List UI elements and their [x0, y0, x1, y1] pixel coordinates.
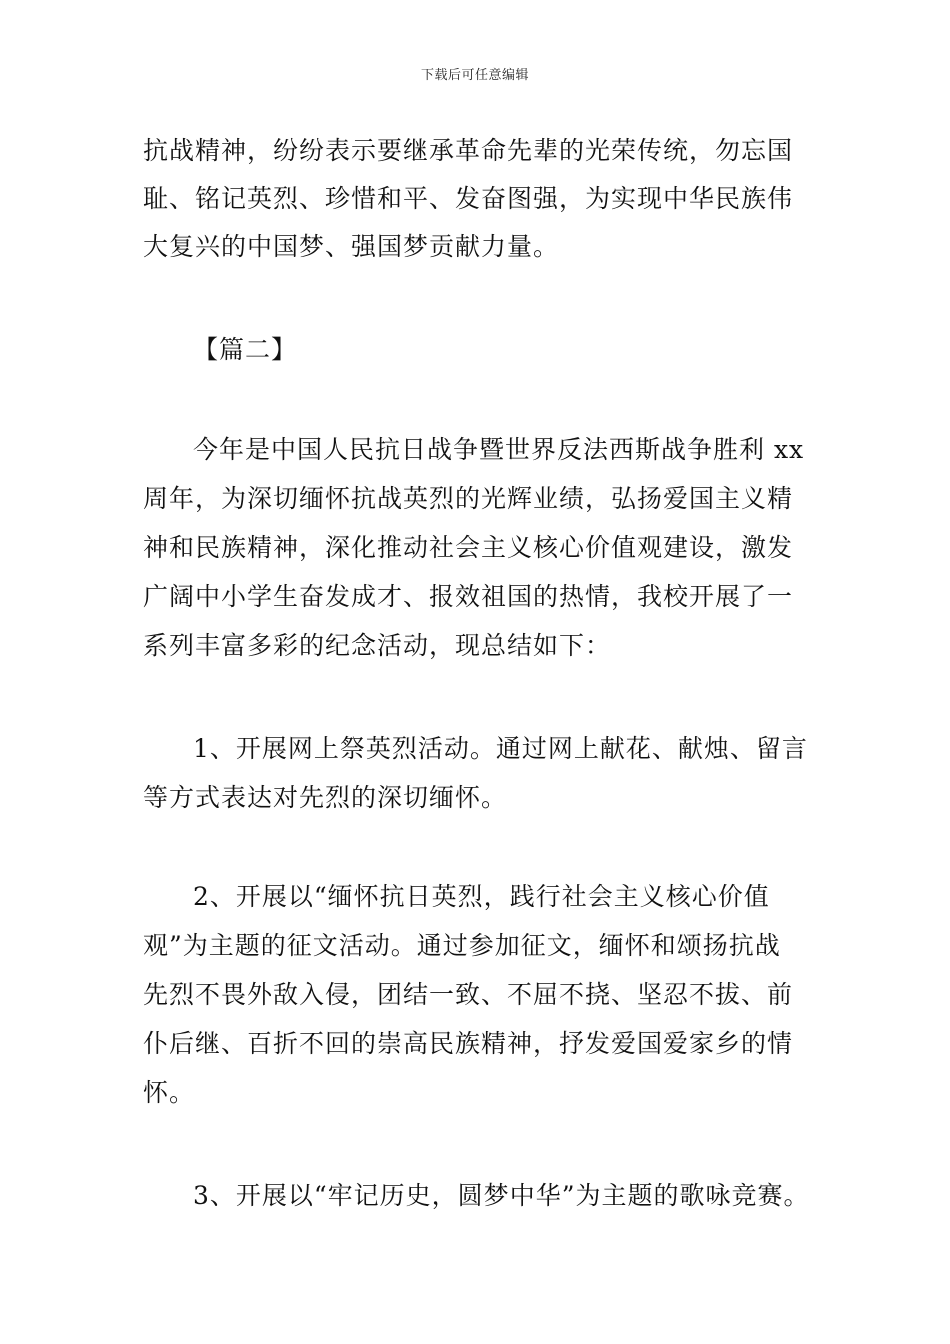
text-line: 仆后继、百折不回的崇高民族精神，抒发爱国爱家乡的情: [143, 1029, 794, 1058]
text-line: 怀。: [143, 1078, 196, 1107]
text-line: 大复兴的中国梦、强国梦贡献力量。: [143, 232, 560, 261]
text-line: 耻、铭记英烈、珍惜和平、发奋图强，为实现中华民族伟: [143, 184, 794, 213]
text-line: 广阔中小学生奋发成才、报效祖国的热情，我校开展了一: [143, 582, 794, 611]
text-line: 等方式表达对先烈的深切缅怀。: [143, 783, 508, 812]
text-line: 系列丰富多彩的纪念活动，现总结如下：: [143, 631, 612, 660]
text-line: 今年是中国人民抗日战争暨世界反法西斯战争胜利 xx: [193, 435, 805, 464]
text-line: 先烈不畏外敌入侵，团结一致、不屈不挠、坚忍不拔、前: [143, 980, 794, 1009]
text-line: 观”为主题的征文活动。通过参加征文，缅怀和颂扬抗战: [143, 931, 781, 960]
text-line: 1、开展网上祭英烈活动。通过网上献花、献烛、留言: [193, 734, 808, 763]
text-line: 周年，为深切缅怀抗战英烈的光辉业绩，弘扬爱国主义精: [143, 484, 794, 513]
text-line: 神和民族精神，深化推动社会主义核心价值观建设，激发: [143, 533, 794, 562]
text-line: 2、开展以“缅怀抗日英烈，践行社会主义核心价值: [193, 882, 770, 911]
text-line: 抗战精神，纷纷表示要继承革命先辈的光荣传统，勿忘国: [143, 136, 794, 165]
page-header: 下载后可任意编辑: [420, 68, 529, 83]
text-line: 3、开展以“牢记历史，圆梦中华”为主题的歌咏竞赛。: [193, 1181, 810, 1210]
section-heading: 【篇二】: [193, 335, 298, 364]
